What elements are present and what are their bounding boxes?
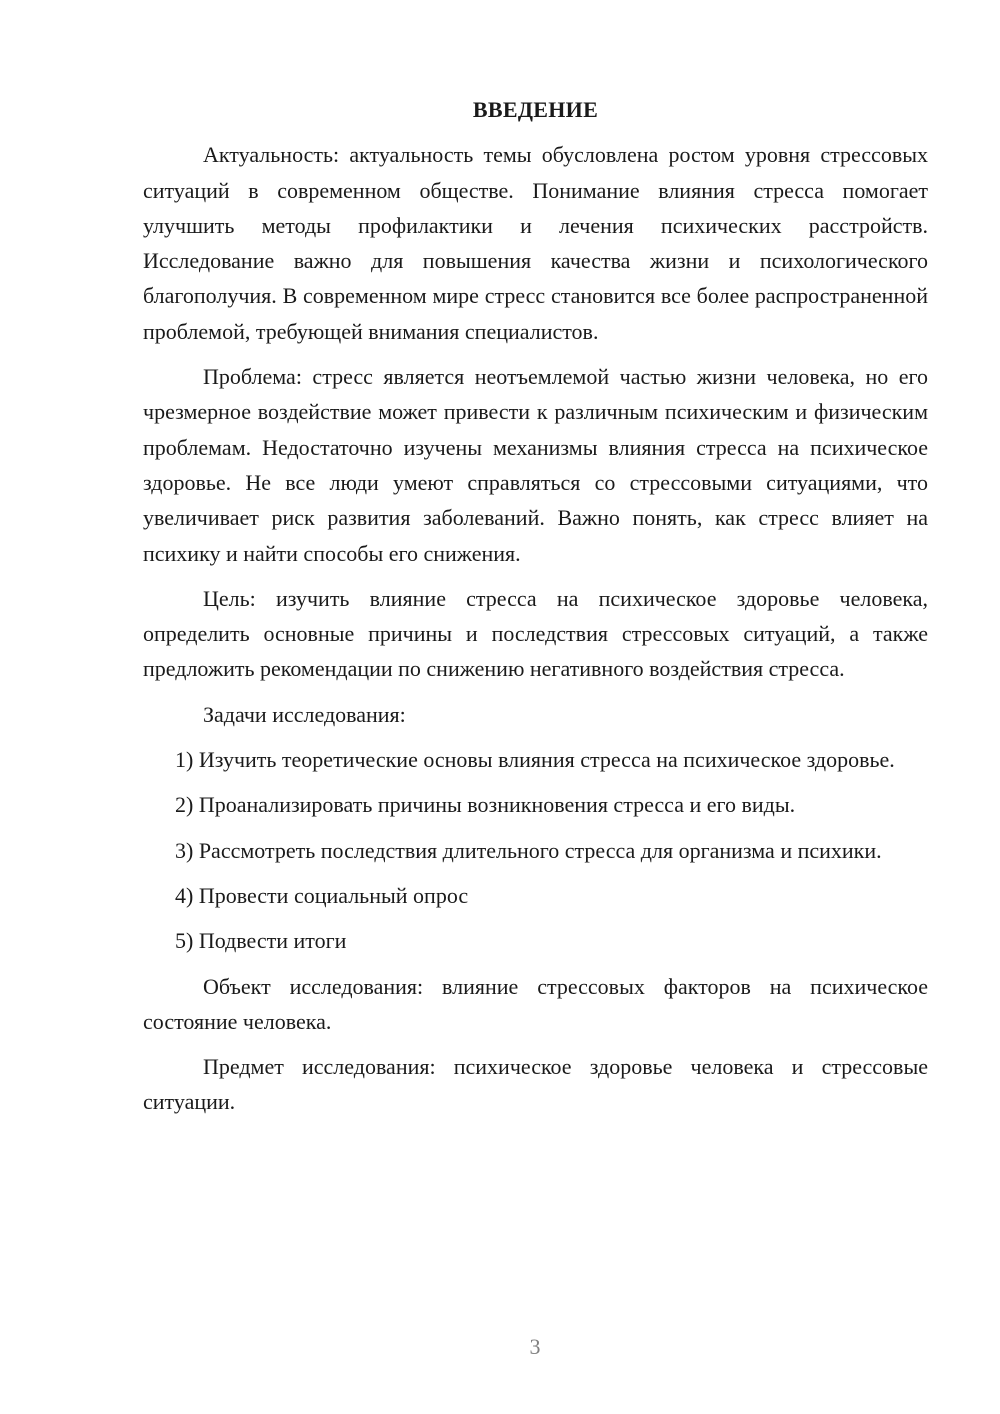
page-number: 3 — [529, 1334, 541, 1359]
task-item-5: 5) Подвести итоги — [175, 928, 347, 954]
task-item-4: 4) Провести социальный опрос — [175, 882, 469, 908]
task-item-2: 2) Проанализировать причины возникновения стресса и его виды. — [175, 792, 796, 818]
task-item-3: 3) Рассмотреть последствия длительного стресса для организма и психики. — [175, 837, 882, 863]
goal-paragraph: Цель: изучить влияние стресса на психическое здоровье человека, определить основные причины и последствия стрессовых ситуаций, а также предложить рекомендации по снижению негативного воздействия стресса. — [143, 585, 928, 682]
page-content — [143, 92, 928, 1130]
object-paragraph: Объект исследования: влияние стрессовых факторов на психическое состояние человека. — [143, 973, 928, 1034]
tasks-heading: Задачи исследования: — [203, 701, 406, 727]
subject-paragraph: Предмет исследования: психическое здоровье человека и стрессовые ситуации. — [143, 1054, 928, 1115]
problem-paragraph: Проблема: стресс является неотъемлемой частью жизни человека, но его чрезмерное воздействие может привести к различным психическим и физическим проблемам. Недостаточно изучены механизмы влияния стресса на психическое здоровье. Не все люди умеют справляться со стрессовыми ситуациями, что увеличивает риск развития заболеваний. Важно понять, как стресс влияет на психику и найти способы его снижения. — [143, 364, 928, 566]
relevance-paragraph: Актуальность: актуальность темы обусловлена ростом уровня стрессовых ситуаций в современном обществе. Понимание влияния стресса помогает улучшить методы профилактики и лечения психических расстройств. Исследование важно для повышения качества жизни и психологического благополучия. В современном мире стресс становится все более распространенной проблемой, требующей внимания специалистов. — [143, 142, 928, 344]
task-item-1: 1) Изучить теоретические основы влияния стресса на психическое здоровье. — [175, 747, 895, 773]
page-title: ВВЕДЕНИЕ — [472, 97, 599, 122]
